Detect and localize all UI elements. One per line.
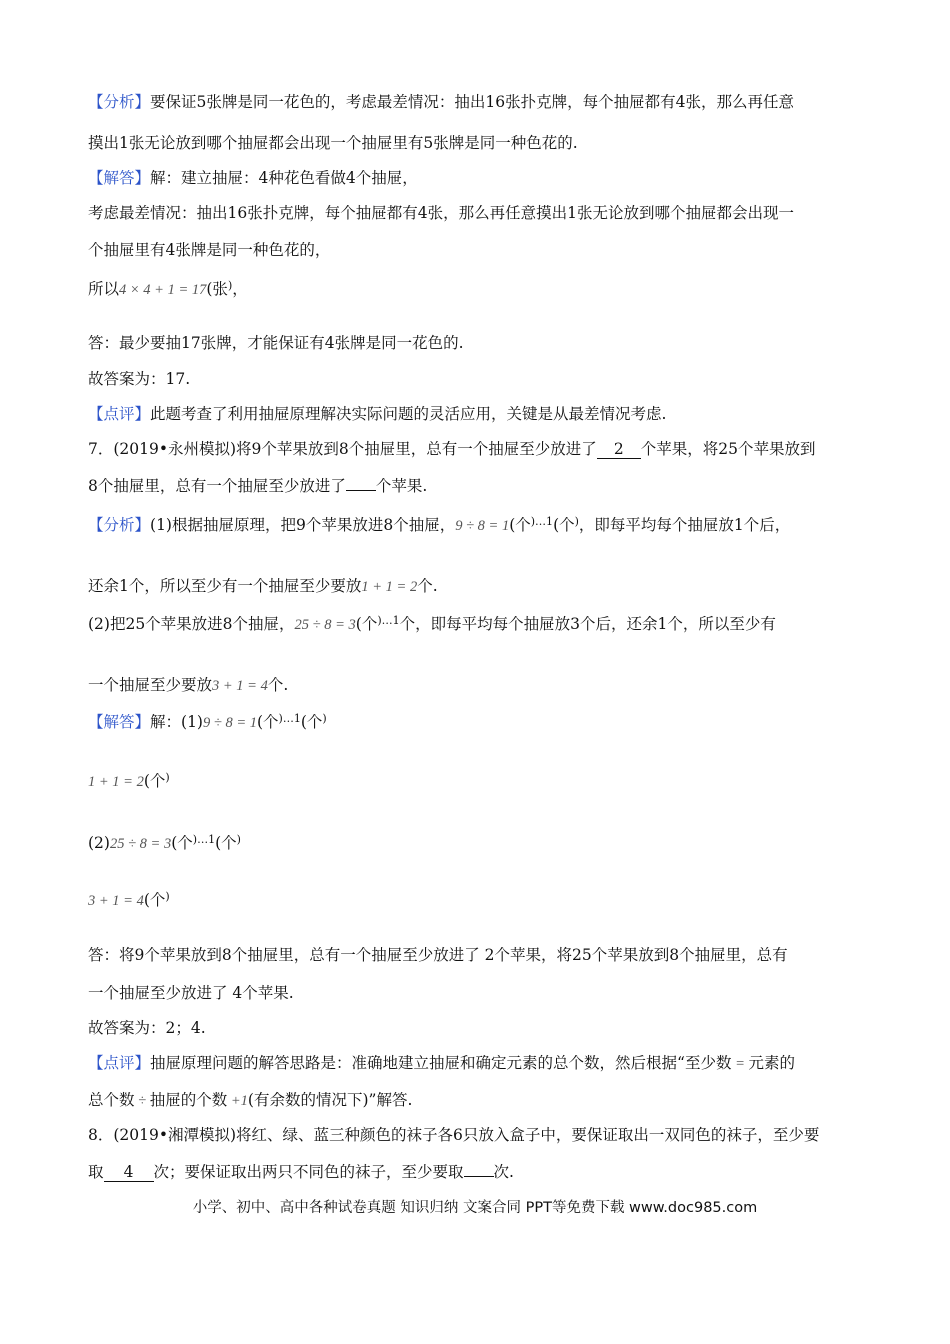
- q7-stem-line-1: [88, 439, 816, 459]
- q8-stem-line-2: [88, 1162, 514, 1182]
- p6-final-line: [88, 369, 190, 389]
- q7-unit-ge: (个: [553, 516, 575, 534]
- q7-unit-ge: (个: [215, 834, 237, 852]
- q7-equals-sign: =: [731, 1056, 749, 1072]
- q8-stem-a: 8．(2019•湘潭模拟)将红、绿、蓝三种颜色的袜子各6只放入盒子中，要保证取出一双同色的袜子，至少要: [88, 1126, 820, 1144]
- p6-calc-expression: 4 × 4 + 1 = 17: [119, 282, 207, 298]
- p6-final-answer: 故答案为：17.: [88, 370, 191, 388]
- analysis-tag: 【分析】: [88, 516, 151, 534]
- q7-comment-line-2: [88, 1090, 412, 1111]
- p6-analysis-line-2: [88, 133, 578, 153]
- q7-solution-line-3: [88, 833, 241, 855]
- q8-blank-1: 4: [104, 1163, 154, 1182]
- p6-answer-line: [88, 333, 464, 353]
- q7-expr-25-div-8: 25 ÷ 8 = 3: [294, 617, 356, 633]
- q8-stem-d: 次.: [493, 1163, 514, 1181]
- q7-stem-line-2: [88, 476, 427, 496]
- q7-remainder: )…1: [192, 833, 216, 846]
- q7-analysis-text-2b: 个.: [417, 577, 438, 595]
- q7-unit-ge: (个: [143, 772, 166, 790]
- q7-analysis-text-1b: ，即每平均每个抽屉放1个后，: [578, 516, 791, 534]
- q7-analysis-text-3a: (2)把25个苹果放进8个抽屉，: [88, 615, 295, 633]
- q7-close: ): [165, 890, 170, 903]
- q7-unit-ge: (个: [355, 615, 378, 633]
- p6-calc-close: ): [227, 279, 233, 292]
- q7-stem-d: 个苹果.: [375, 477, 428, 495]
- q7-sol-expr-1-plus-1: 1 + 1 = 2: [88, 774, 144, 790]
- p6-solution-line-3: [88, 240, 330, 260]
- q7-sol-expr-3-plus-1: 3 + 1 = 4: [88, 893, 144, 909]
- q7-analysis-line-4: [88, 675, 288, 696]
- q7-analysis-text-2a: 还余1个，所以至少有一个抽屉至少要放: [88, 577, 362, 595]
- p6-analysis-text-1: 要保证5张牌是同一花色的，考虑最差情况：抽出16张扑克牌，每个抽屉都有4张，那么再任意: [150, 93, 794, 111]
- p6-answer: 答：最少要抽17张牌，才能保证有4张牌是同一花色的.: [88, 334, 464, 352]
- q7-analysis-text-1a: (1)根据抽屉原理，把9个苹果放进8个抽屉，: [150, 516, 456, 534]
- q7-solution-line-1: [88, 712, 327, 734]
- q7-comment-text-1: 抽屉原理问题的解答思路是：准确地建立抽屉和确定元素的总个数，然后根据“至少数: [150, 1054, 732, 1072]
- q7-comment-line-1: [88, 1053, 795, 1074]
- q7-close: ): [236, 833, 241, 846]
- q7-stem-a: 7．(2019•永州模拟)将9个苹果放到8个抽屉里，总有一个抽屉至少放进了: [88, 440, 597, 458]
- q7-sol-expr-9-div-8: 9 ÷ 8 = 1: [202, 715, 257, 731]
- p6-solution-text-1: 解：建立抽屉：4种花色看做4个抽屉，: [150, 169, 418, 187]
- q7-answer-line-2: [88, 983, 294, 1003]
- q7-sol-prefix-2: (2): [88, 834, 110, 852]
- page-footer: 小学、初中、高中各种试卷真题 知识归纳 文案合同 PPT等免费下载 www.doc985.com: [192, 1200, 758, 1216]
- q8-stem-line-1: [88, 1125, 819, 1145]
- q7-comment-text-2a: 总个数: [88, 1091, 135, 1109]
- q7-remainder: )…1: [377, 614, 400, 627]
- p6-calc-prefix: 所以: [88, 280, 120, 298]
- q7-comment-text-2c: (有余数的情况下)”解答.: [247, 1091, 413, 1109]
- q7-analysis-text-4b: 个.: [267, 676, 289, 694]
- q7-answer-line-1: [88, 945, 788, 965]
- q7-answer-1: 答：将9个苹果放到8个抽屉里，总有一个抽屉至少放进了 2个苹果，将25个苹果放到8个抽屉里，总有: [88, 946, 788, 964]
- q7-remainder: )…1: [530, 515, 554, 528]
- q7-remainder: )…1: [278, 712, 301, 725]
- solution-tag: 【解答】: [88, 713, 151, 731]
- q7-unit-ge: (个: [143, 891, 166, 909]
- q7-unit-ge: (个: [509, 516, 531, 534]
- q7-unit-ge: (个: [300, 713, 323, 731]
- p6-comment-line: [88, 404, 666, 424]
- q7-blank-1: 2: [597, 440, 641, 459]
- q7-sol-expr-25-div-8: 25 ÷ 8 = 3: [109, 836, 172, 852]
- q7-final-line: [88, 1018, 206, 1038]
- p6-calc-end: ，: [232, 280, 248, 298]
- q7-solution-line-4: [88, 890, 170, 912]
- q7-analysis-line-1: [88, 515, 790, 537]
- q8-stem-b: 取: [88, 1163, 104, 1181]
- q7-analysis-text-3b: 个，即每平均每个抽屉放3个后，还余1个，所以至少有: [399, 615, 776, 633]
- p6-calc-line: [88, 279, 248, 301]
- q7-analysis-text-4a: 一个抽屉至少要放: [88, 676, 213, 694]
- q7-answer-2: 一个抽屉至少放进了 4个苹果.: [88, 984, 294, 1002]
- q7-comment-text-2b: 抽屉的个数: [149, 1091, 228, 1109]
- p6-analysis-line-1: [88, 92, 794, 112]
- q7-expr-1-plus-1: 1 + 1 = 2: [361, 579, 418, 595]
- p6-calc-unit: (张: [206, 280, 228, 298]
- p6-solution-line-2: [88, 203, 794, 223]
- q7-stem-c: 8个抽屉里，总有一个抽屉至少放进了: [88, 477, 346, 495]
- q7-close: ): [574, 515, 579, 528]
- q7-expr-9-div-8: 9 ÷ 8 = 1: [455, 518, 510, 534]
- q7-unit-ge: (个: [256, 713, 279, 731]
- q7-expr-3-plus-1: 3 + 1 = 4: [212, 678, 268, 694]
- q8-blank-2: [464, 1176, 494, 1177]
- solution-tag: 【解答】: [88, 169, 151, 187]
- p6-solution-text-2: 考虑最差情况：抽出16张扑克牌，每个抽屉都有4张，那么再任意摸出1张无论放到哪个抽屉都会出现一: [88, 204, 794, 222]
- q7-analysis-line-3: [88, 614, 776, 636]
- q7-solution-line-2: [88, 771, 170, 793]
- q7-plus-one: +1: [227, 1093, 248, 1109]
- q7-close: ): [322, 712, 327, 725]
- q7-unit-ge: (个: [171, 834, 193, 852]
- q7-divide-sign: ÷: [134, 1093, 150, 1109]
- q7-close: ): [165, 771, 170, 784]
- q7-analysis-line-2: [88, 576, 438, 597]
- p6-comment-text: 此题考查了利用抽屉原理解决实际问题的灵活应用，关键是从最差情况考虑.: [150, 405, 667, 423]
- q7-final-answer: 故答案为：2；4.: [88, 1019, 206, 1037]
- q8-stem-c: 次；要保证取出两只不同色的袜子，至少要取: [153, 1163, 464, 1181]
- p6-solution-text-3: 个抽屉里有4张牌是同一种色花的，: [88, 241, 331, 259]
- q7-stem-b: 个苹果，将25个苹果放到: [640, 440, 816, 458]
- q7-blank-2: [346, 490, 376, 491]
- q7-comment-text-1b: 元素的: [748, 1054, 796, 1072]
- comment-tag: 【点评】: [88, 1054, 151, 1072]
- q7-solution-prefix: 解：(1): [150, 713, 203, 731]
- p6-analysis-text-2: 摸出1张无论放到哪个抽屉都会出现一个抽屉里有5张牌是同一种色花的.: [88, 134, 578, 152]
- comment-tag: 【点评】: [88, 405, 151, 423]
- analysis-tag: 【分析】: [88, 93, 151, 111]
- p6-solution-line-1: [88, 168, 418, 188]
